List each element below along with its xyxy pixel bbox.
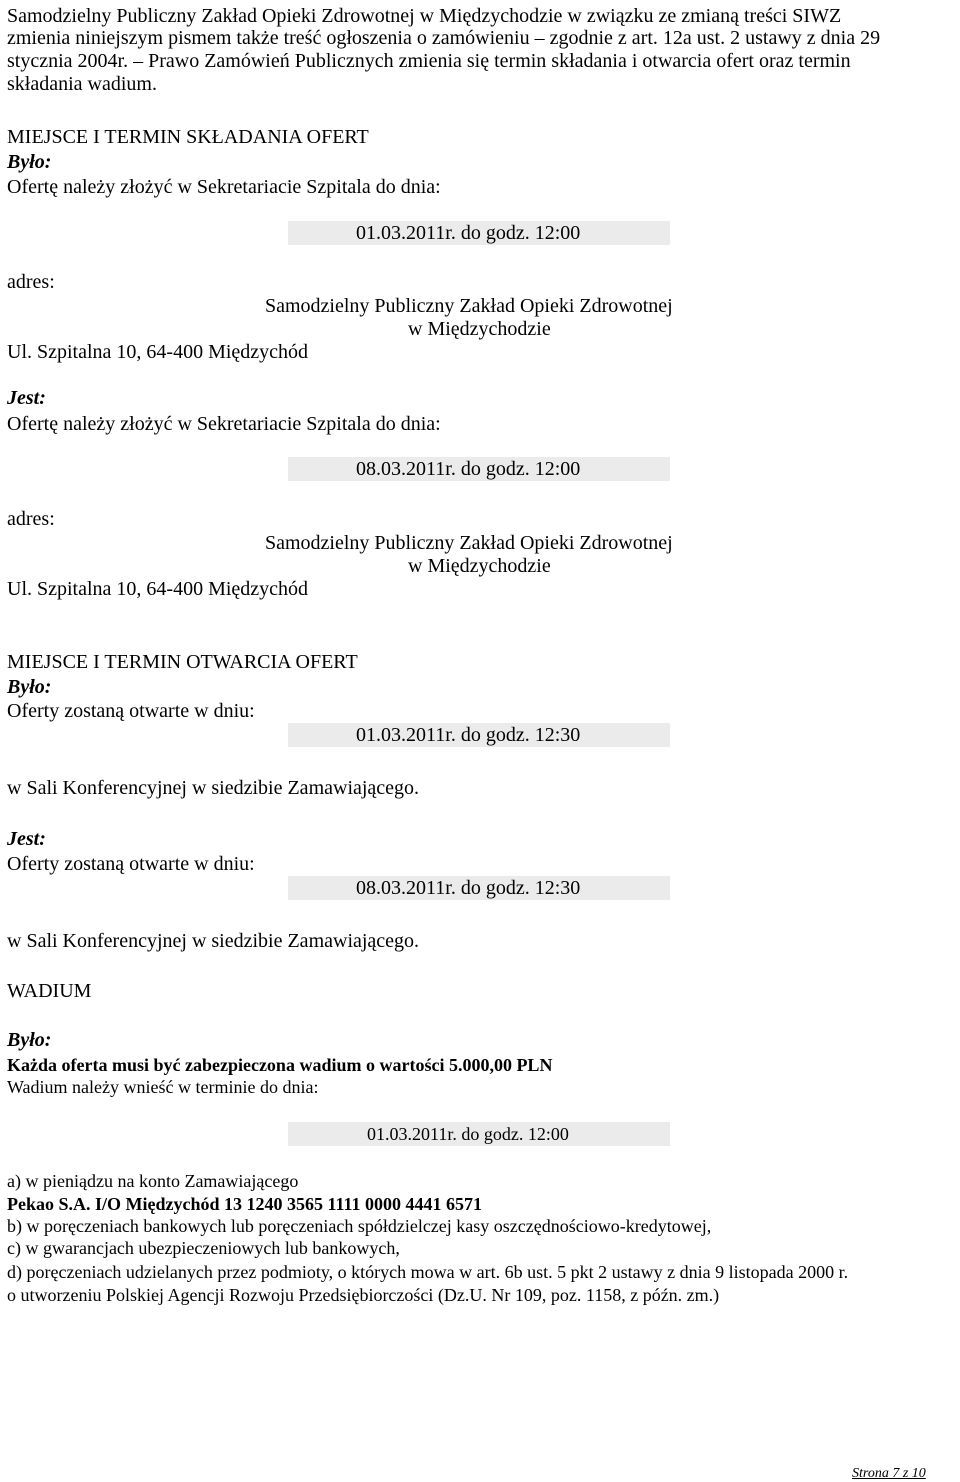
intro-line-3: stycznia 2004r. – Prawo Zamówień Publicznych zmienia się termin składania i otwarcia ofert oraz termin [7, 50, 851, 72]
skladanie-jest-text: Ofertę należy złożyć w Sekretariacie Szpitala do dnia: [7, 413, 441, 435]
skladanie-jest-date-box [288, 457, 670, 481]
skladanie-jest-date: 08.03.2011r. do godz. 12:00 [356, 458, 581, 480]
wadium-deadline-text: Wadium należy wnieść w terminie do dnia: [7, 1077, 319, 1097]
wadium-bank-account: Pekao S.A. I/O Międzychód 13 1240 3565 1111 0000 4441 6571 [7, 1194, 483, 1214]
skladanie-bylo-org-line-2: w Międzychodzie [408, 318, 551, 340]
skladanie-bylo-street: Ul. Szpitalna 10, 64-400 Międzychód [7, 341, 309, 363]
wadium-amount-line: Każda oferta musi być zabezpieczona wadium o wartości 5.000,00 PLN [7, 1055, 553, 1075]
skladanie-bylo-org-line-1: Samodzielny Publiczny Zakład Opieki Zdrowotnej [265, 295, 673, 317]
wadium-option-c: c) w gwarancjach ubezpieczeniowych lub bankowych, [7, 1238, 400, 1258]
page-number: Strona 7 z 10 [852, 1466, 926, 1481]
wadium-date-box [288, 1122, 670, 1146]
otwarcie-bylo-date-box [288, 723, 670, 747]
otwarcie-bylo-date: 01.03.2011r. do godz. 12:30 [356, 724, 581, 746]
wadium-heading: WADIUM [7, 980, 92, 1002]
intro-line-4: składania wadium. [7, 73, 157, 95]
skladanie-bylo-adres-label: adres: [7, 271, 55, 293]
otwarcie-bylo-text: Oferty zostaną otwarte w dniu: [7, 700, 255, 722]
otwarcie-jest-date: 08.03.2011r. do godz. 12:30 [356, 877, 581, 899]
otwarcie-jest-date-box [288, 876, 670, 900]
intro-line-1: Samodzielny Publiczny Zakład Opieki Zdrowotnej w Międzychodzie w związku ze zmianą treści SIWZ [7, 5, 842, 27]
intro-line-2: zmienia niniejszym pismem także treść ogłoszenia o zamówieniu – zgodnie z art. 12a ust. 2 ustawy z dnia 29 [7, 27, 881, 49]
otwarcie-jest-text: Oferty zostaną otwarte w dniu: [7, 853, 255, 875]
wadium-option-d: d) poręczeniach udzielanych przez podmioty, o których mowa w art. 6b ust. 5 pkt 2 ustawy z dnia 9 listopada 2000 r. [7, 1262, 849, 1282]
skladanie-jest-org-line-1: Samodzielny Publiczny Zakład Opieki Zdrowotnej [265, 532, 673, 554]
wadium-option-a: a) w pieniądzu na konto Zamawiającego [7, 1171, 299, 1191]
otwarcie-jest-place: w Sali Konferencyjnej w siedzibie Zamawiającego. [7, 930, 420, 952]
otwarcie-bylo-label: Było: [7, 676, 52, 698]
skladanie-jest-org-line-2: w Międzychodzie [408, 555, 551, 577]
wadium-bylo-label: Było: [7, 1029, 52, 1051]
otwarcie-heading: MIEJSCE I TERMIN OTWARCIA OFERT [7, 651, 358, 673]
wadium-option-b: b) w poręczeniach bankowych lub poręczeniach spółdzielczej kasy oszczędnościowo-kredytowej, [7, 1216, 712, 1236]
wadium-option-d-cont: o utworzeniu Polskiej Agencji Rozwoju Przedsiębiorczości (Dz.U. Nr 109, poz. 1158, z późn. zm.) [7, 1285, 720, 1305]
skladanie-bylo-date: 01.03.2011r. do godz. 12:00 [356, 222, 581, 244]
skladanie-jest-adres-label: adres: [7, 508, 55, 530]
otwarcie-jest-label: Jest: [7, 828, 46, 850]
skladanie-jest-street: Ul. Szpitalna 10, 64-400 Międzychód [7, 578, 309, 600]
skladanie-bylo-label: Było: [7, 151, 52, 173]
skladanie-jest-label: Jest: [7, 387, 46, 409]
wadium-date: 01.03.2011r. do godz. 12:00 [367, 1124, 569, 1144]
skladanie-bylo-text: Ofertę należy złożyć w Sekretariacie Szpitala do dnia: [7, 176, 441, 198]
skladanie-bylo-date-box [288, 221, 670, 245]
otwarcie-bylo-place: w Sali Konferencyjnej w siedzibie Zamawiającego. [7, 777, 420, 799]
skladanie-heading: MIEJSCE I TERMIN SKŁADANIA OFERT [7, 126, 369, 148]
